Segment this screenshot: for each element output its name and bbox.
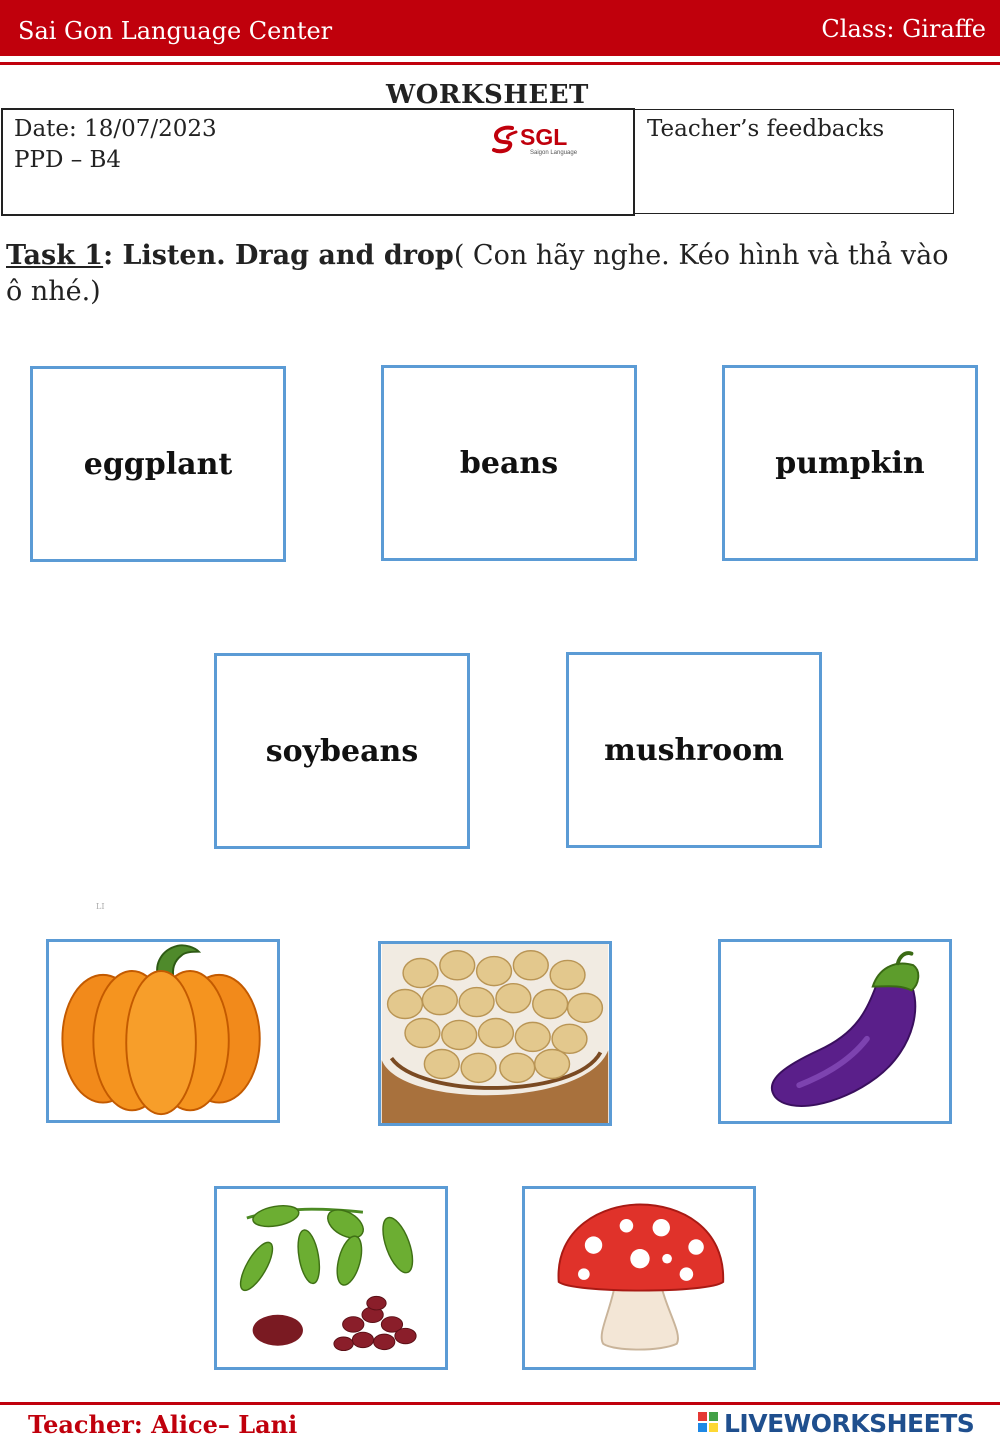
task-number: Task 1	[6, 240, 104, 271]
picture-beans[interactable]	[214, 1186, 448, 1370]
center-name: Sai Gon Language Center	[18, 17, 333, 45]
header-divider	[0, 62, 1000, 65]
picture-eggplant[interactable]	[718, 939, 952, 1124]
liveworksheets-logo-icon	[698, 1412, 720, 1434]
word-label: beans	[459, 445, 559, 481]
word-label: soybeans	[265, 733, 419, 769]
picture-mushroom[interactable]	[522, 1186, 756, 1370]
word-label: eggplant	[83, 446, 233, 482]
lesson-code: PPD – B4	[14, 147, 122, 173]
word-label: mushroom	[604, 732, 784, 768]
sgl-logo	[490, 122, 590, 160]
task-translation: ( Con hãy nghe. Kéo hình và thả vào ô nhé.)	[6, 240, 949, 307]
liveworksheets-logo[interactable]	[698, 1408, 974, 1438]
feedback-label: Teacher’s feedbacks	[647, 116, 885, 142]
word-box-beans[interactable]	[381, 365, 637, 561]
word-box-mushroom[interactable]	[566, 652, 822, 848]
word-label: pumpkin	[775, 445, 925, 481]
picture-pumpkin[interactable]	[46, 939, 280, 1123]
task-instruction	[6, 238, 966, 310]
eggplant-icon	[721, 942, 949, 1121]
task-text: : Listen. Drag and drop	[103, 240, 454, 271]
sgl-swirl-icon	[490, 122, 524, 158]
word-box-soybeans[interactable]	[214, 653, 470, 849]
class-label: Class: Giraffe	[821, 15, 986, 43]
liveworksheets-brand: LIVEWORKSHEETS	[724, 1408, 975, 1438]
teacher-name: Teacher: Alice– Lani	[28, 1410, 298, 1439]
stray-mark: LI	[96, 902, 105, 911]
beans-icon	[217, 1189, 445, 1367]
logo-text: SGL	[520, 124, 568, 150]
pumpkin-icon	[49, 942, 277, 1120]
soybeans-icon	[381, 944, 609, 1123]
logo-subtitle: Saigon Language	[530, 150, 578, 156]
footer-divider	[0, 1402, 1000, 1405]
date-text: Date: 18/07/2023	[14, 116, 217, 142]
word-box-pumpkin[interactable]	[722, 365, 978, 561]
worksheet-title: WORKSHEET	[386, 80, 589, 110]
picture-soybeans[interactable]	[378, 941, 612, 1126]
word-box-eggplant[interactable]	[30, 366, 286, 562]
mushroom-icon	[525, 1189, 753, 1367]
